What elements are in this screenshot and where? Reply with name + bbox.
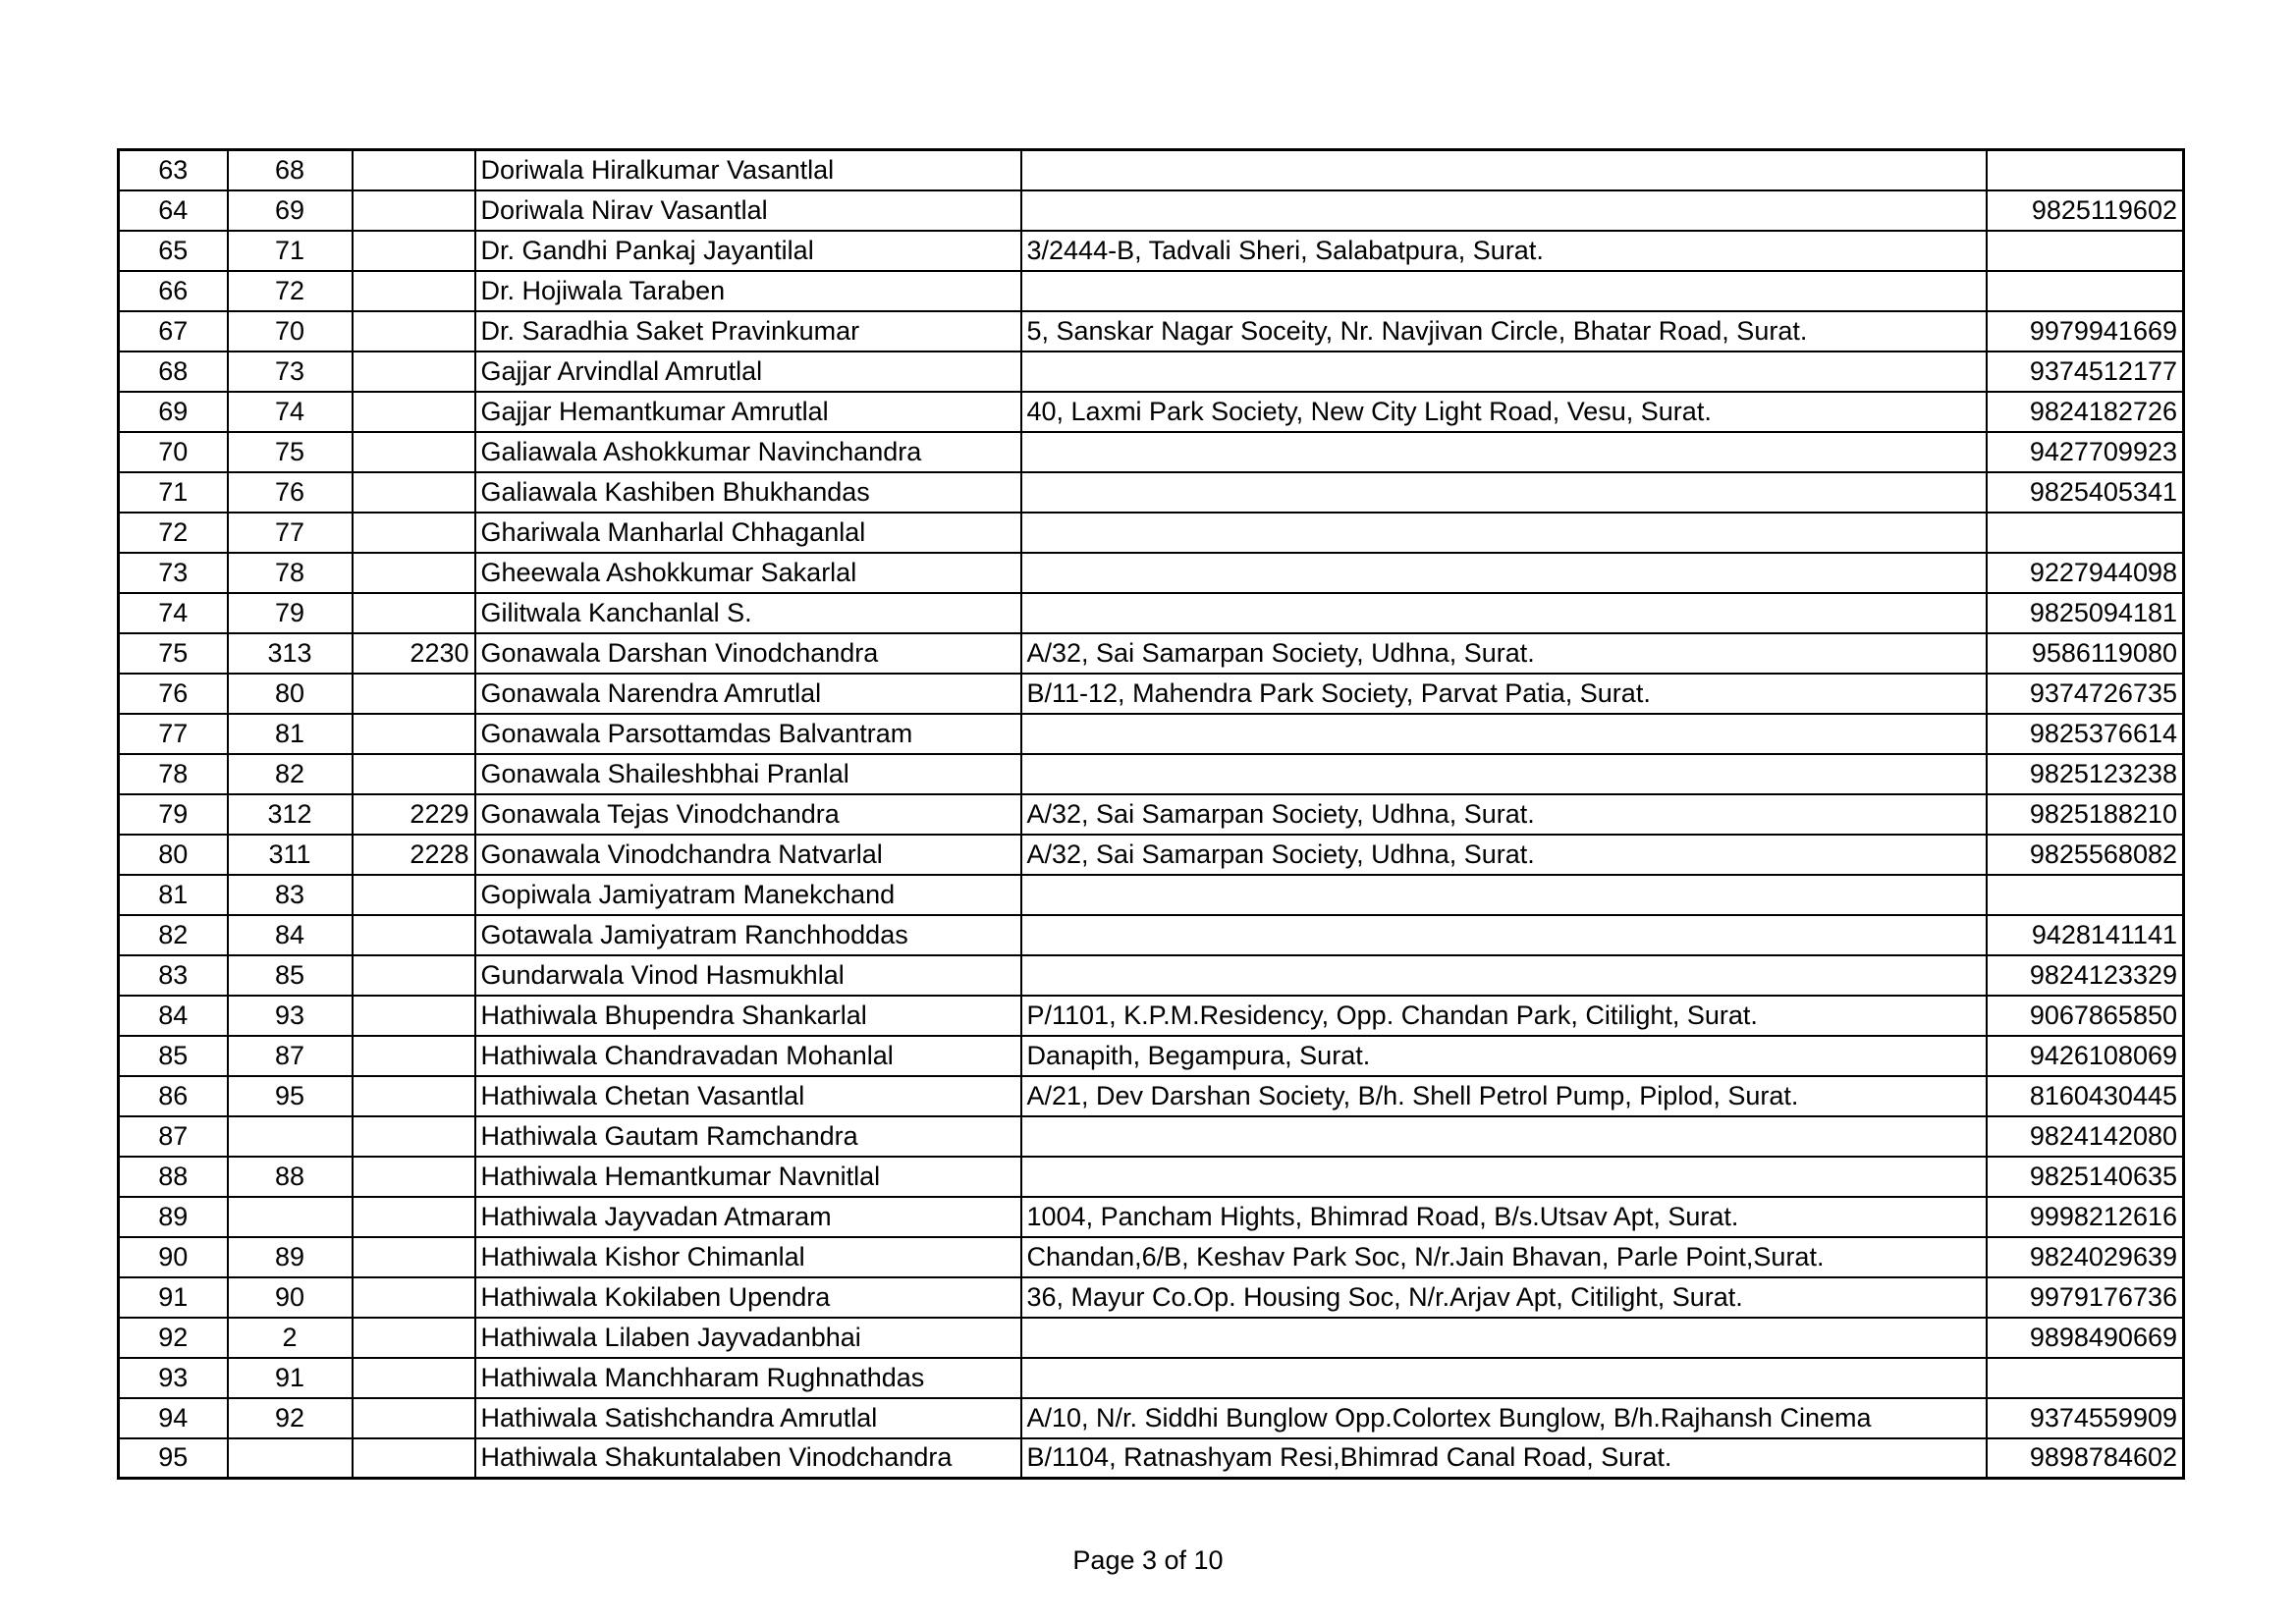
phone-cell: 9998212616: [1987, 1197, 2184, 1237]
member-number-cell: 89: [228, 1237, 353, 1277]
member-name-cell: Galiawala Kashiben Bhukhandas: [475, 472, 1021, 513]
member-name-cell: Gopiwala Jamiyatram Manekchand: [475, 875, 1021, 915]
code-cell: [353, 915, 475, 955]
serial-number-cell: 65: [119, 231, 228, 271]
member-number-cell: 87: [228, 1036, 353, 1076]
code-cell: [353, 352, 475, 392]
phone-cell: 9825140635: [1987, 1157, 2184, 1197]
member-number-cell: 77: [228, 513, 353, 553]
member-name-cell: Doriwala Hiralkumar Vasantlal: [475, 150, 1021, 190]
address-cell: [1021, 150, 1987, 190]
phone-cell: 9426108069: [1987, 1036, 2184, 1076]
phone-cell: 9825405341: [1987, 472, 2184, 513]
code-cell: [353, 1157, 475, 1197]
code-cell: [353, 754, 475, 794]
table-row: [119, 311, 2184, 352]
code-cell: [353, 1358, 475, 1398]
code-cell: [353, 1237, 475, 1277]
table-row: [119, 271, 2184, 311]
table-row: [119, 674, 2184, 714]
code-cell: [353, 1318, 475, 1358]
serial-number-cell: 64: [119, 190, 228, 231]
address-cell: [1021, 271, 1987, 311]
table-row: [119, 432, 2184, 472]
code-cell: [353, 150, 475, 190]
serial-number-cell: 74: [119, 593, 228, 633]
phone-cell: 9824029639: [1987, 1237, 2184, 1277]
address-cell: P/1101, K.P.M.Residency, Opp. Chandan Park, Citilight, Surat.: [1021, 996, 1987, 1036]
serial-number-cell: 85: [119, 1036, 228, 1076]
member-number-cell: 71: [228, 231, 353, 271]
member-number-cell: 93: [228, 996, 353, 1036]
phone-cell: 9824182726: [1987, 392, 2184, 432]
table-row: [119, 1116, 2184, 1157]
member-number-cell: [228, 1197, 353, 1237]
table-row: [119, 794, 2184, 835]
member-name-cell: Dr. Gandhi Pankaj Jayantilal: [475, 231, 1021, 271]
member-number-cell: 69: [228, 190, 353, 231]
code-cell: [353, 1277, 475, 1318]
address-cell: [1021, 1358, 1987, 1398]
phone-cell: 9825376614: [1987, 714, 2184, 754]
serial-number-cell: 83: [119, 955, 228, 996]
serial-number-cell: 79: [119, 794, 228, 835]
code-cell: [353, 593, 475, 633]
member-name-cell: Hathiwala Hemantkumar Navnitlal: [475, 1157, 1021, 1197]
phone-cell: [1987, 513, 2184, 553]
serial-number-cell: 75: [119, 633, 228, 674]
member-number-cell: 84: [228, 915, 353, 955]
address-cell: A/32, Sai Samarpan Society, Udhna, Surat.: [1021, 794, 1987, 835]
table-row: [119, 835, 2184, 875]
code-cell: [353, 271, 475, 311]
member-number-cell: 73: [228, 352, 353, 392]
address-cell: [1021, 472, 1987, 513]
phone-cell: 9979941669: [1987, 311, 2184, 352]
serial-number-cell: 82: [119, 915, 228, 955]
phone-cell: [1987, 271, 2184, 311]
serial-number-cell: 94: [119, 1398, 228, 1438]
address-cell: A/10, N/r. Siddhi Bunglow Opp.Colortex Bunglow, B/h.Rajhansh Cinema: [1021, 1398, 1987, 1438]
code-cell: 2230: [353, 633, 475, 674]
serial-number-cell: 87: [119, 1116, 228, 1157]
address-cell: 36, Mayur Co.Op. Housing Soc, N/r.Arjav Apt, Citilight, Surat.: [1021, 1277, 1987, 1318]
member-name-cell: Gilitwala Kanchanlal S.: [475, 593, 1021, 633]
address-cell: 3/2444-B, Tadvali Sheri, Salabatpura, Surat.: [1021, 231, 1987, 271]
table-row: [119, 1157, 2184, 1197]
member-name-cell: Hathiwala Kokilaben Upendra: [475, 1277, 1021, 1318]
table-row: [119, 472, 2184, 513]
code-cell: [353, 231, 475, 271]
phone-cell: 9227944098: [1987, 553, 2184, 593]
serial-number-cell: 88: [119, 1157, 228, 1197]
phone-cell: 9898490669: [1987, 1318, 2184, 1358]
table-row: [119, 1277, 2184, 1318]
member-number-cell: 80: [228, 674, 353, 714]
member-name-cell: Dr. Saradhia Saket Pravinkumar: [475, 311, 1021, 352]
serial-number-cell: 90: [119, 1237, 228, 1277]
member-name-cell: Hathiwala Chandravadan Mohanlal: [475, 1036, 1021, 1076]
phone-cell: 9825119602: [1987, 190, 2184, 231]
code-cell: [353, 955, 475, 996]
member-number-cell: 82: [228, 754, 353, 794]
phone-cell: 9825188210: [1987, 794, 2184, 835]
phone-cell: 9586119080: [1987, 633, 2184, 674]
address-cell: [1021, 955, 1987, 996]
phone-cell: [1987, 150, 2184, 190]
table-row: [119, 955, 2184, 996]
phone-cell: 9067865850: [1987, 996, 2184, 1036]
address-cell: A/21, Dev Darshan Society, B/h. Shell Petrol Pump, Piplod, Surat.: [1021, 1076, 1987, 1116]
serial-number-cell: 77: [119, 714, 228, 754]
phone-cell: 9825094181: [1987, 593, 2184, 633]
address-cell: 40, Laxmi Park Society, New City Light Road, Vesu, Surat.: [1021, 392, 1987, 432]
serial-number-cell: 72: [119, 513, 228, 553]
address-cell: Danapith, Begampura, Surat.: [1021, 1036, 1987, 1076]
member-number-cell: 312: [228, 794, 353, 835]
table-row: [119, 352, 2184, 392]
address-cell: Chandan,6/B, Keshav Park Soc, N/r.Jain Bhavan, Parle Point,Surat.: [1021, 1237, 1987, 1277]
member-name-cell: Gundarwala Vinod Hasmukhlal: [475, 955, 1021, 996]
phone-cell: 9979176736: [1987, 1277, 2184, 1318]
table-row: [119, 593, 2184, 633]
table-row: [119, 1438, 2184, 1479]
member-number-cell: 2: [228, 1318, 353, 1358]
address-cell: [1021, 1157, 1987, 1197]
member-number-cell: 81: [228, 714, 353, 754]
phone-cell: 9824142080: [1987, 1116, 2184, 1157]
member-number-cell: 74: [228, 392, 353, 432]
code-cell: [353, 674, 475, 714]
serial-number-cell: 73: [119, 553, 228, 593]
code-cell: [353, 1116, 475, 1157]
member-name-cell: Gonawala Vinodchandra Natvarlal: [475, 835, 1021, 875]
table-row: [119, 392, 2184, 432]
member-number-cell: 311: [228, 835, 353, 875]
serial-number-cell: 84: [119, 996, 228, 1036]
address-cell: [1021, 352, 1987, 392]
code-cell: [353, 513, 475, 553]
table-row: [119, 513, 2184, 553]
member-number-cell: 79: [228, 593, 353, 633]
serial-number-cell: 95: [119, 1438, 228, 1479]
member-number-cell: 72: [228, 271, 353, 311]
phone-cell: [1987, 231, 2184, 271]
serial-number-cell: 71: [119, 472, 228, 513]
member-name-cell: Hathiwala Gautam Ramchandra: [475, 1116, 1021, 1157]
member-table: [117, 148, 2185, 1480]
serial-number-cell: 69: [119, 392, 228, 432]
address-cell: A/32, Sai Samarpan Society, Udhna, Surat.: [1021, 835, 1987, 875]
serial-number-cell: 80: [119, 835, 228, 875]
member-number-cell: [228, 1438, 353, 1479]
phone-cell: 9825568082: [1987, 835, 2184, 875]
member-number-cell: 90: [228, 1277, 353, 1318]
member-name-cell: Gotawala Jamiyatram Ranchhoddas: [475, 915, 1021, 955]
phone-cell: 9374512177: [1987, 352, 2184, 392]
address-cell: A/32, Sai Samarpan Society, Udhna, Surat.: [1021, 633, 1987, 674]
phone-cell: 9428141141: [1987, 915, 2184, 955]
code-cell: [353, 432, 475, 472]
phone-cell: 9898784602: [1987, 1438, 2184, 1479]
table-row: [119, 754, 2184, 794]
code-cell: [353, 1197, 475, 1237]
address-cell: [1021, 593, 1987, 633]
member-number-cell: 95: [228, 1076, 353, 1116]
member-number-cell: 92: [228, 1398, 353, 1438]
member-number-cell: 83: [228, 875, 353, 915]
phone-cell: 9427709923: [1987, 432, 2184, 472]
member-name-cell: Gajjar Hemantkumar Amrutlal: [475, 392, 1021, 432]
address-cell: [1021, 754, 1987, 794]
address-cell: 1004, Pancham Hights, Bhimrad Road, B/s.Utsav Apt, Surat.: [1021, 1197, 1987, 1237]
phone-cell: [1987, 1358, 2184, 1398]
member-number-cell: 85: [228, 955, 353, 996]
table-row: [119, 553, 2184, 593]
member-name-cell: Hathiwala Bhupendra Shankarlal: [475, 996, 1021, 1036]
address-cell: B/1104, Ratnashyam Resi,Bhimrad Canal Road, Surat.: [1021, 1438, 1987, 1479]
address-cell: [1021, 1116, 1987, 1157]
member-name-cell: Gonawala Parsottamdas Balvantram: [475, 714, 1021, 754]
member-name-cell: Dr. Hojiwala Taraben: [475, 271, 1021, 311]
code-cell: [353, 190, 475, 231]
serial-number-cell: 70: [119, 432, 228, 472]
member-number-cell: 78: [228, 553, 353, 593]
address-cell: [1021, 915, 1987, 955]
table-row: [119, 996, 2184, 1036]
code-cell: [353, 1438, 475, 1479]
table-row: [119, 1036, 2184, 1076]
member-number-cell: 76: [228, 472, 353, 513]
member-number-cell: 75: [228, 432, 353, 472]
code-cell: 2229: [353, 794, 475, 835]
table-row: [119, 1076, 2184, 1116]
table-row: [119, 1358, 2184, 1398]
code-cell: [353, 392, 475, 432]
serial-number-cell: 66: [119, 271, 228, 311]
member-number-cell: 88: [228, 1157, 353, 1197]
serial-number-cell: 89: [119, 1197, 228, 1237]
table-row: [119, 714, 2184, 754]
table-row: [119, 231, 2184, 271]
member-name-cell: Hathiwala Jayvadan Atmaram: [475, 1197, 1021, 1237]
address-cell: [1021, 513, 1987, 553]
member-name-cell: Hathiwala Shakuntalaben Vinodchandra: [475, 1438, 1021, 1479]
member-name-cell: Hathiwala Lilaben Jayvadanbhai: [475, 1318, 1021, 1358]
table-row: [119, 1197, 2184, 1237]
member-name-cell: Gonawala Darshan Vinodchandra: [475, 633, 1021, 674]
serial-number-cell: 92: [119, 1318, 228, 1358]
address-cell: [1021, 553, 1987, 593]
code-cell: [353, 996, 475, 1036]
page-number: Page 3 of 10: [1072, 1545, 1224, 1575]
table-row: [119, 1237, 2184, 1277]
member-name-cell: Gheewala Ashokkumar Sakarlal: [475, 553, 1021, 593]
serial-number-cell: 67: [119, 311, 228, 352]
table-row: [119, 1318, 2184, 1358]
phone-cell: 9374726735: [1987, 674, 2184, 714]
member-name-cell: Hathiwala Kishor Chimanlal: [475, 1237, 1021, 1277]
address-cell: [1021, 190, 1987, 231]
table-row: [119, 633, 2184, 674]
member-name-cell: Hathiwala Chetan Vasantlal: [475, 1076, 1021, 1116]
code-cell: [353, 1076, 475, 1116]
serial-number-cell: 81: [119, 875, 228, 915]
address-cell: [1021, 714, 1987, 754]
member-name-cell: Gonawala Shaileshbhai Pranlal: [475, 754, 1021, 794]
code-cell: [353, 553, 475, 593]
table-row: [119, 915, 2184, 955]
address-cell: 5, Sanskar Nagar Soceity, Nr. Navjivan Circle, Bhatar Road, Surat.: [1021, 311, 1987, 352]
code-cell: [353, 714, 475, 754]
address-cell: [1021, 875, 1987, 915]
phone-cell: 9374559909: [1987, 1398, 2184, 1438]
serial-number-cell: 63: [119, 150, 228, 190]
serial-number-cell: 91: [119, 1277, 228, 1318]
member-name-cell: Doriwala Nirav Vasantlal: [475, 190, 1021, 231]
code-cell: 2228: [353, 835, 475, 875]
phone-cell: [1987, 875, 2184, 915]
member-number-cell: 70: [228, 311, 353, 352]
member-number-cell: 68: [228, 150, 353, 190]
member-name-cell: Gajjar Arvindlal Amrutlal: [475, 352, 1021, 392]
phone-cell: 8160430445: [1987, 1076, 2184, 1116]
table-row: [119, 1398, 2184, 1438]
serial-number-cell: 76: [119, 674, 228, 714]
member-table-body: [119, 150, 2184, 1479]
code-cell: [353, 311, 475, 352]
serial-number-cell: 78: [119, 754, 228, 794]
member-name-cell: Gonawala Narendra Amrutlal: [475, 674, 1021, 714]
code-cell: [353, 1036, 475, 1076]
member-number-cell: 91: [228, 1358, 353, 1398]
phone-cell: 9825123238: [1987, 754, 2184, 794]
code-cell: [353, 875, 475, 915]
table-row: [119, 150, 2184, 190]
serial-number-cell: 86: [119, 1076, 228, 1116]
serial-number-cell: 68: [119, 352, 228, 392]
member-name-cell: Gonawala Tejas Vinodchandra: [475, 794, 1021, 835]
member-name-cell: Hathiwala Manchharam Rughnathdas: [475, 1358, 1021, 1398]
member-name-cell: Galiawala Ashokkumar Navinchandra: [475, 432, 1021, 472]
code-cell: [353, 1398, 475, 1438]
serial-number-cell: 93: [119, 1358, 228, 1398]
address-cell: [1021, 1318, 1987, 1358]
table-row: [119, 190, 2184, 231]
member-name-cell: Ghariwala Manharlal Chhaganlal: [475, 513, 1021, 553]
member-number-cell: 313: [228, 633, 353, 674]
member-number-cell: [228, 1116, 353, 1157]
member-name-cell: Hathiwala Satishchandra Amrutlal: [475, 1398, 1021, 1438]
address-cell: [1021, 432, 1987, 472]
phone-cell: 9824123329: [1987, 955, 2184, 996]
code-cell: [353, 472, 475, 513]
address-cell: B/11-12, Mahendra Park Society, Parvat Patia, Surat.: [1021, 674, 1987, 714]
table-row: [119, 875, 2184, 915]
